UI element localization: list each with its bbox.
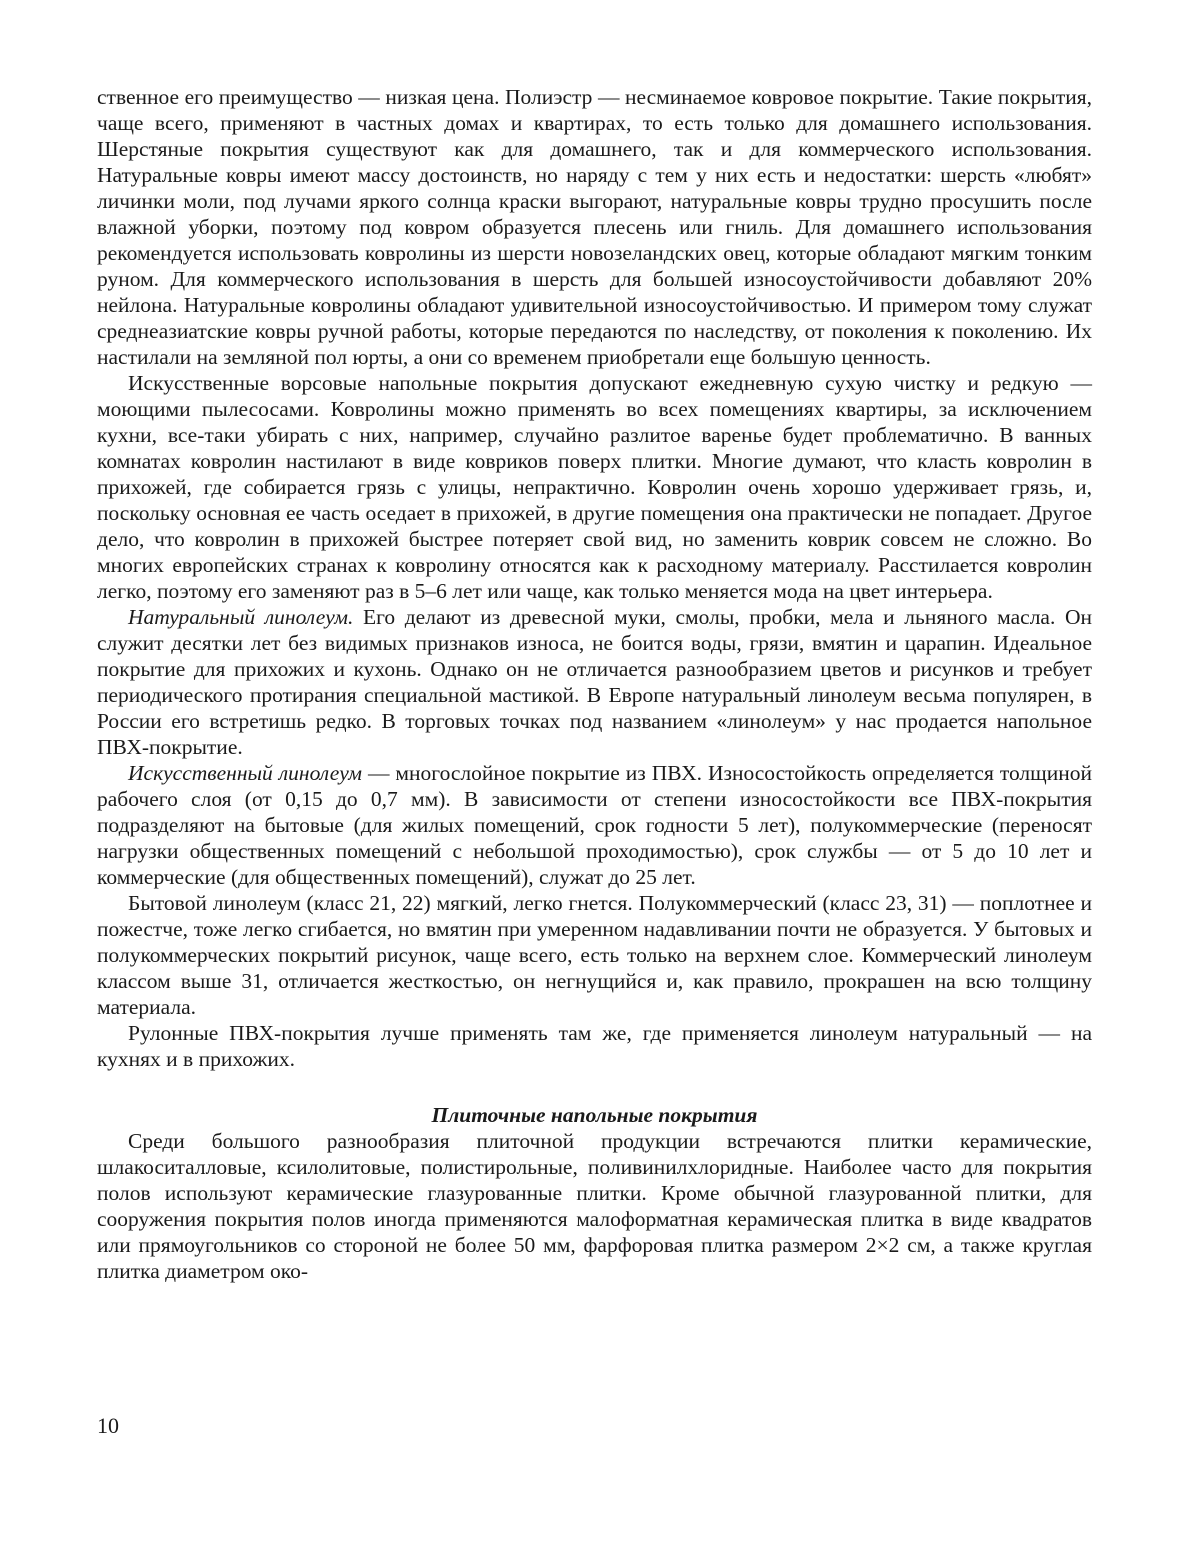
paragraph [97, 760, 1092, 890]
paragraph [97, 1020, 1092, 1072]
paragraph [97, 1128, 1092, 1284]
paragraph [97, 890, 1092, 1020]
page-number: 10 [97, 1413, 119, 1438]
section-heading: Плиточные напольные покрытия [431, 1103, 758, 1127]
paragraph-text: Бытовой линолеум (класс 21, 22) мягкий, легко гнется. Полукоммерческий (класс 23, 31) — поплотнее и пожестче, тоже легко сгибается, но вмятин при умеренном надавливании почти не образуется. У бытовых и полукоммерческих покрытий рисунок, чаще всего, есть только на верхнем слое. Коммерческий линолеум классом выше 31, отличается жесткостью, он негнущийся и, как правило, прокрашен на всю толщину материала. [97, 891, 1092, 1019]
page-body [97, 84, 1092, 1284]
paragraph [97, 370, 1092, 604]
term-artificial-linoleum: Искусственный линолеум [128, 761, 362, 785]
paragraph-text: Рулонные ПВХ-покрытия лучше применять там же, где применяется линолеум натуральный — на кухнях и в прихожих. [97, 1021, 1092, 1071]
paragraph-text: Среди большого разнообразия плиточной продукции встречаются плитки керамические, шлакоситалловые, ксилолитовые, полистирольные, поливинилхлоридные. Наиболее часто для покрытия полов используют керамические глазурованные плитки. Кроме обычной глазурованной плитки, для сооружения покрытия полов иногда применяются малоформатная керамическая плитка в виде квадратов или прямоугольников со стороной не более 50 мм, фарфоровая плитка размером 2×2 см, а также круглая плитка диаметром око- [97, 1129, 1092, 1283]
paragraph-text: Искусственные ворсовые напольные покрытия допускают ежедневную сухую чистку и редкую — моющими пылесосами. Ковролины можно применять во всех помещениях квартиры, за исключением кухни, все-таки убирать с них, например, случайно разлитое варенье будет проблематично. В ванных комнатах ковролин настилают в виде ковриков поверх плитки. Многие думают, что класть ковролин в прихожей, где собирается грязь с улицы, непрактично. Ковролин очень хорошо удерживает грязь, и, поскольку основная ее часть оседает в прихожей, в другие помещения она практически не попадает. Другое дело, что ковролин в прихожей быстрее потеряет свой вид, но заменить коврик совсем не сложно. Во многих европейских странах к ковролину относятся как к расходному материалу. Расстилается ковролин легко, поэтому его заменяют раз в 5–6 лет или чаще, как только меняется мода на цвет интерьера. [97, 371, 1092, 603]
paragraph [97, 84, 1092, 370]
paragraph-text: ственное его преимущество — низкая цена. Полиэстр — несминаемое ковровое покрытие. Такие покрытия, чаще всего, применяют в частных домах и квартирах, то есть только для домашнего использования. Шерстяные покрытия существуют как для домашнего, так и для коммерческого использования. Натуральные ковры имеют массу достоинств, но наряду с тем у них есть и недостатки: шерсть «любят» личинки моли, под лучами яркого солнца краски выгорают, натуральные ковры трудно просушить после влажной уборки, поэтому под ковром образуется плесень или гниль. Для домашнего использования рекомендуется использовать ковролины из шерсти новозеландских овец, которые обладают мягким тонким руном. Для коммерческого использования в шерсть для большей износоустойчивости добавляют 20% нейлона. Натуральные ковролины обладают удивительной износоустойчивостью. И примером тому служат среднеазиатские ковры ручной работы, которые передаются по наследству, от поколения к поколению. Их настилали на земляной пол юрты, а они со временем приобретали еще большую ценность. [97, 85, 1092, 369]
paragraph-text: — многослойное покрытие из ПВХ. Износостойкость определяется толщиной рабочего слоя (от 0,15 до 0,7 мм). В зависимости от степени износостойкости все ПВХ-покрытия подразделяют на бытовые (для жилых помещений, срок годности 5 лет), полукоммерческие (переносят нагрузки общественных помещений с небольшой проходимостью), срок службы — от 5 до 10 лет и коммерческие (для общественных помещений), служат до 25 лет. [97, 761, 1092, 889]
paragraph [97, 604, 1092, 760]
paragraph-text: Его делают из древесной муки, смолы, пробки, мела и льняного масла. Он служит десятки лет без видимых признаков износа, не боится воды, грязи, вмятин и царапин. Идеальное покрытие для прихожих и кухонь. Однако он не отличается разнообразием цветов и рисунков и требует периодического протирания специальной мастикой. В Европе натуральный линолеум весьма популярен, в России его встретишь редко. В торговых точках под названием «линолеум» у нас продается напольное ПВХ-покрытие. [97, 605, 1092, 759]
term-natural-linoleum: Натуральный линолеум. [128, 605, 354, 629]
